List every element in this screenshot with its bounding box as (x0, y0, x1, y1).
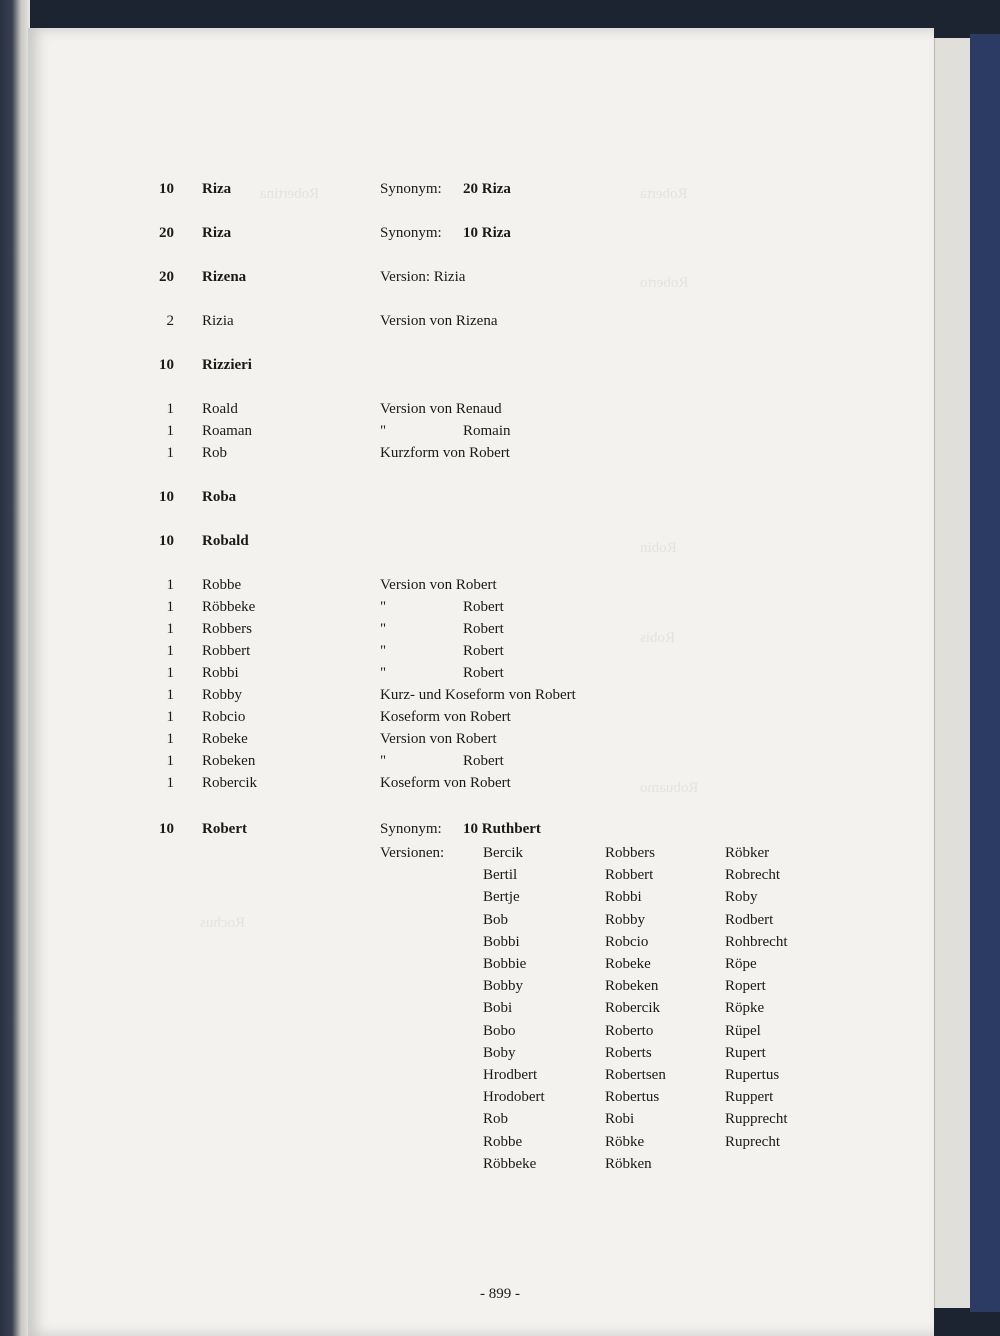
entry-number: 1 (166, 775, 174, 791)
bleed-through-text: Robis (640, 630, 676, 646)
bleed-through-text: Robin (640, 540, 677, 556)
entry-name: Robbert (202, 643, 251, 659)
entry-number: 1 (166, 445, 174, 461)
entry-name: Rizia (202, 313, 234, 329)
version-name: Röpe (725, 956, 757, 972)
entry-number: 10 (159, 489, 174, 505)
entry-name: Robert (202, 821, 247, 837)
version-name: Bercik (483, 845, 523, 861)
entry-name: Robbi (202, 665, 239, 681)
version-name: Robrecht (725, 867, 780, 884)
version-name: Robbe (483, 1133, 523, 1150)
version-name: Röbke (605, 1133, 645, 1150)
bleed-through-text: Rochus (200, 915, 245, 931)
entry-name: Roald (202, 401, 238, 417)
entry-name: Rizena (202, 269, 247, 285)
entry-name: Rizzieri (202, 357, 252, 373)
bleed-through-text: Robertina (260, 186, 320, 202)
entry-name: Robeke (202, 731, 248, 747)
entry-description: Version: Rizia (380, 269, 466, 285)
version-name: Rupertus (725, 1067, 780, 1083)
version-name: Bobbie (483, 956, 527, 972)
entry-number: 10 (159, 181, 174, 197)
bleed-through-text: Roberta (640, 186, 688, 202)
bleed-through-text: Roberto (640, 275, 689, 291)
entry-number: 1 (166, 753, 174, 769)
version-name: Robertsen (605, 1067, 666, 1083)
entry-name: Robbe (202, 577, 242, 593)
version-name: Roberto (605, 1022, 654, 1039)
entry-number: 1 (166, 643, 174, 659)
entry-description: Koseform von Robert (380, 775, 511, 791)
page-number: - 899 - (480, 1286, 520, 1302)
version-name: Roby (725, 889, 758, 906)
versions-label: Versionen: (380, 845, 445, 861)
entry-description: " (380, 643, 387, 659)
entry-name: Robcio (202, 709, 246, 725)
version-name: Rob (483, 1111, 509, 1128)
entry-name: Robercik (202, 775, 257, 791)
version-name: Bertil (483, 867, 518, 884)
entry-description: Version von Renaud (380, 401, 502, 417)
entry-name: Riza (202, 181, 232, 197)
version-name: Robcio (605, 933, 649, 950)
entry-description: Synonym: (380, 821, 442, 837)
bleed-through-text: Robuamo (640, 780, 699, 796)
entry-number: 1 (166, 687, 174, 703)
entry-description: Synonym: (380, 181, 442, 197)
version-name: Robeken (605, 978, 659, 995)
entry-number: 1 (166, 621, 174, 637)
version-name: Robeke (605, 956, 651, 972)
entry-description: " (380, 423, 387, 439)
version-name: Röbken (605, 1155, 652, 1172)
entry-reference: 20 Riza (463, 181, 511, 197)
entry-description: Kurzform von Robert (380, 445, 510, 461)
version-name: Rodbert (725, 911, 774, 928)
version-name: Bobbi (483, 933, 520, 950)
entry-number: 1 (166, 401, 174, 417)
entry-description: Synonym: (380, 225, 442, 241)
entry-name: Roaman (202, 423, 252, 439)
version-name: Röpke (725, 1000, 765, 1017)
entry-reference: Romain (463, 423, 511, 439)
version-name: Röbbeke (483, 1155, 537, 1172)
version-name: Robbers (605, 845, 655, 861)
version-name: Bobi (483, 1000, 513, 1017)
version-name: Rüpel (725, 1022, 761, 1039)
entry-description: Kurz- und Koseform von Robert (380, 687, 576, 703)
entry-description: " (380, 621, 387, 637)
entry-reference: 10 Riza (463, 225, 511, 241)
entry-name: Robeken (202, 753, 256, 769)
entry-number: 1 (166, 731, 174, 747)
entry-reference: Robert (463, 599, 504, 615)
version-name: Bertje (483, 889, 520, 906)
entry-number: 2 (166, 313, 174, 329)
version-name: Hrodbert (483, 1067, 538, 1083)
version-name: Robi (605, 1111, 635, 1128)
entry-name: Robbers (202, 621, 252, 637)
entry-description: " (380, 599, 387, 615)
entry-reference: Robert (463, 621, 504, 637)
entry-number: 1 (166, 423, 174, 439)
entry-description: Version von Robert (380, 577, 497, 593)
entry-name: Robald (202, 533, 249, 549)
version-name: Ruprecht (725, 1133, 780, 1150)
entry-number: 1 (166, 577, 174, 593)
entry-number: 20 (159, 269, 174, 285)
page-edges (934, 38, 971, 1308)
version-name: Boby (483, 1044, 516, 1061)
version-name: Hrodobert (483, 1089, 545, 1106)
entry-description: Version von Robert (380, 731, 497, 747)
version-name: Robbi (605, 889, 642, 906)
version-name: Ropert (725, 978, 766, 995)
version-name: Robercik (605, 1000, 660, 1017)
entry-name: Roba (202, 489, 237, 505)
version-name: Robbert (605, 867, 654, 884)
entry-number: 1 (166, 665, 174, 681)
version-name: Rupprecht (725, 1111, 788, 1128)
entry-number: 10 (159, 821, 174, 837)
version-name: Roberts (605, 1044, 652, 1061)
entry-number: 1 (166, 709, 174, 725)
version-name: Bobo (483, 1022, 516, 1039)
entry-reference: Robert (463, 665, 504, 681)
entry-description: Version von Rizena (380, 313, 498, 329)
version-name: Bob (483, 911, 509, 928)
entry-description: Koseform von Robert (380, 709, 511, 725)
entry-name: Robby (202, 687, 243, 703)
entry-reference: Robert (463, 643, 504, 659)
entry-number: 10 (159, 357, 174, 373)
entry-number: 20 (159, 225, 174, 241)
entry-name: Röbbeke (202, 599, 256, 615)
version-name: Robertus (605, 1089, 660, 1106)
version-name: Ruppert (725, 1089, 774, 1106)
version-name: Rohbrecht (725, 933, 788, 950)
version-name: Robby (605, 911, 646, 928)
entry-reference: 10 Ruthbert (463, 821, 541, 837)
entry-description: " (380, 753, 387, 769)
book-binding (0, 0, 30, 1336)
entry-reference: Robert (463, 753, 504, 769)
entry-description: " (380, 665, 387, 681)
entry-number: 1 (166, 599, 174, 615)
version-name: Bobby (483, 978, 524, 995)
book-cover-edge (970, 34, 1000, 1312)
version-name: Rupert (725, 1044, 766, 1061)
entry-number: 10 (159, 533, 174, 549)
entry-name: Rob (202, 445, 228, 461)
entry-name: Riza (202, 225, 232, 241)
version-name: Röbker (725, 845, 770, 861)
